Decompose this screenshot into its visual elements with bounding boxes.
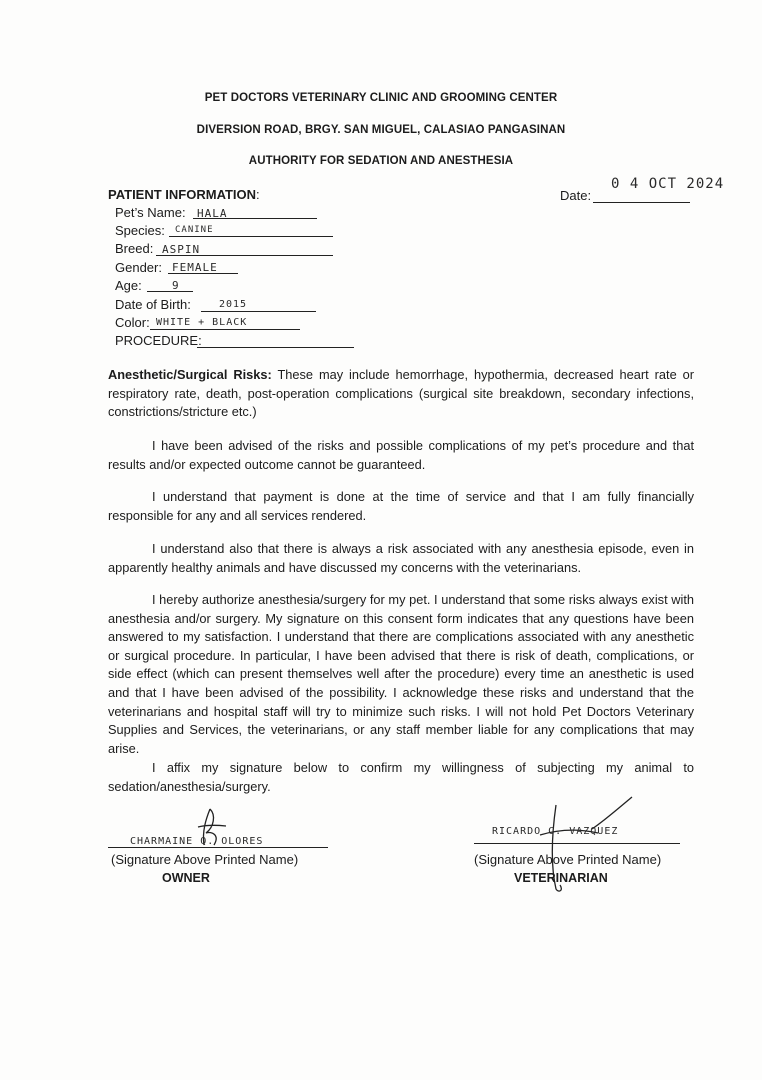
breed-value: ASPIN: [162, 243, 201, 256]
veterinarian-role: VETERINARIAN: [514, 871, 608, 885]
pet-name-label: Pet’s Name:: [115, 205, 186, 220]
pet-name-value: HALA: [197, 207, 228, 220]
owner-role: OWNER: [162, 871, 210, 885]
payment-paragraph: I understand that payment is done at the time of service and that I am fully financially responsible for any and all services rendered.: [108, 489, 694, 523]
dob-label: Date of Birth:: [115, 297, 191, 312]
clinic-address: DIVERSION ROAD, BRGY. SAN MIGUEL, CALASIAO PANGASINAN: [196, 124, 566, 136]
date-line: [593, 202, 690, 203]
dob-line: [201, 311, 316, 312]
advised-paragraph: I have been advised of the risks and possible complications of my pet’s procedure and that results and/or expected outcome cannot be guaranteed.: [108, 438, 694, 472]
age-value: 9: [172, 279, 180, 292]
procedure-label: PROCEDURE:: [115, 333, 202, 348]
species-line: [169, 236, 333, 237]
veterinarian-printed-name: RICARDO C. VAZQUEZ: [492, 826, 619, 837]
affirmation-paragraph: I affix my signature below to confirm my willingness of subjecting my animal to sedation/anesthesia/surgery.: [108, 760, 694, 794]
risks-paragraph: [108, 366, 694, 422]
anesthesia-risk-paragraph: I understand also that there is always a risk associated with any anesthesia episode, even in apparently healthy animals and have discussed my concerns with the veterinarians.: [108, 541, 694, 575]
dob-value: 2015: [219, 299, 248, 310]
gender-label: Gender:: [115, 260, 162, 275]
procedure-line: [197, 347, 354, 348]
patient-info-heading: PATIENT INFORMATION:: [108, 187, 260, 202]
authorization-paragraph: I hereby authorize anesthesia/surgery for my pet. I understand that some risks always exist with anesthesia and/or surgery. My signature on this consent form indicates that any questions have been answered to my satisfaction. I understand that there are complications associated with any anesthetic or surgical procedure. In particular, I have been advised that there is risk of death, complications, or side effect (which can present themselves well after the procedure) every time an anesthetic is used and that I have been advised of the possibility. I acknowledge these risks and understand that the veterinarians and hospital staff will try to minimize such risks. I will not hold Pet Doctors Veterinary Supplies and Services, the veterinarians, or any staff member liable for any complications that may arise.: [108, 592, 694, 756]
veterinarian-signature-caption: (Signature Above Printed Name): [474, 852, 662, 867]
owner-signature-line: [108, 847, 328, 848]
owner-printed-name: CHARMAINE Q. OLORES: [130, 836, 264, 847]
color-line: [150, 329, 300, 330]
color-value: WHITE + BLACK: [156, 317, 248, 328]
age-line: [147, 291, 193, 292]
risks-text: These may include hemorrhage, hypothermia, decreased heart rate or respiratory rate, death, post-operation complications (surgical site breakdown, secondary infections, constrictions/stricture etc.): [108, 367, 694, 420]
age-label: Age:: [115, 278, 142, 293]
color-label: Color:: [115, 315, 150, 330]
owner-signature-caption: (Signature Above Printed Name): [111, 852, 299, 867]
date-label: Date:: [560, 188, 592, 203]
species-label: Species:: [115, 223, 165, 238]
breed-label: Breed:: [115, 241, 154, 256]
clinic-name: PET DOCTORS VETERINARY CLINIC AND GROOMING CENTER: [204, 92, 558, 104]
date-value: 0 4 OCT 2024: [611, 176, 725, 192]
gender-value: FEMALE: [172, 261, 218, 274]
risks-heading: Anesthetic/Surgical Risks:: [108, 367, 272, 382]
form-title: AUTHORITY FOR SEDATION AND ANESTHESIA: [248, 155, 514, 167]
species-value: CANINE: [175, 225, 214, 235]
veterinarian-signature-line: [474, 843, 680, 844]
